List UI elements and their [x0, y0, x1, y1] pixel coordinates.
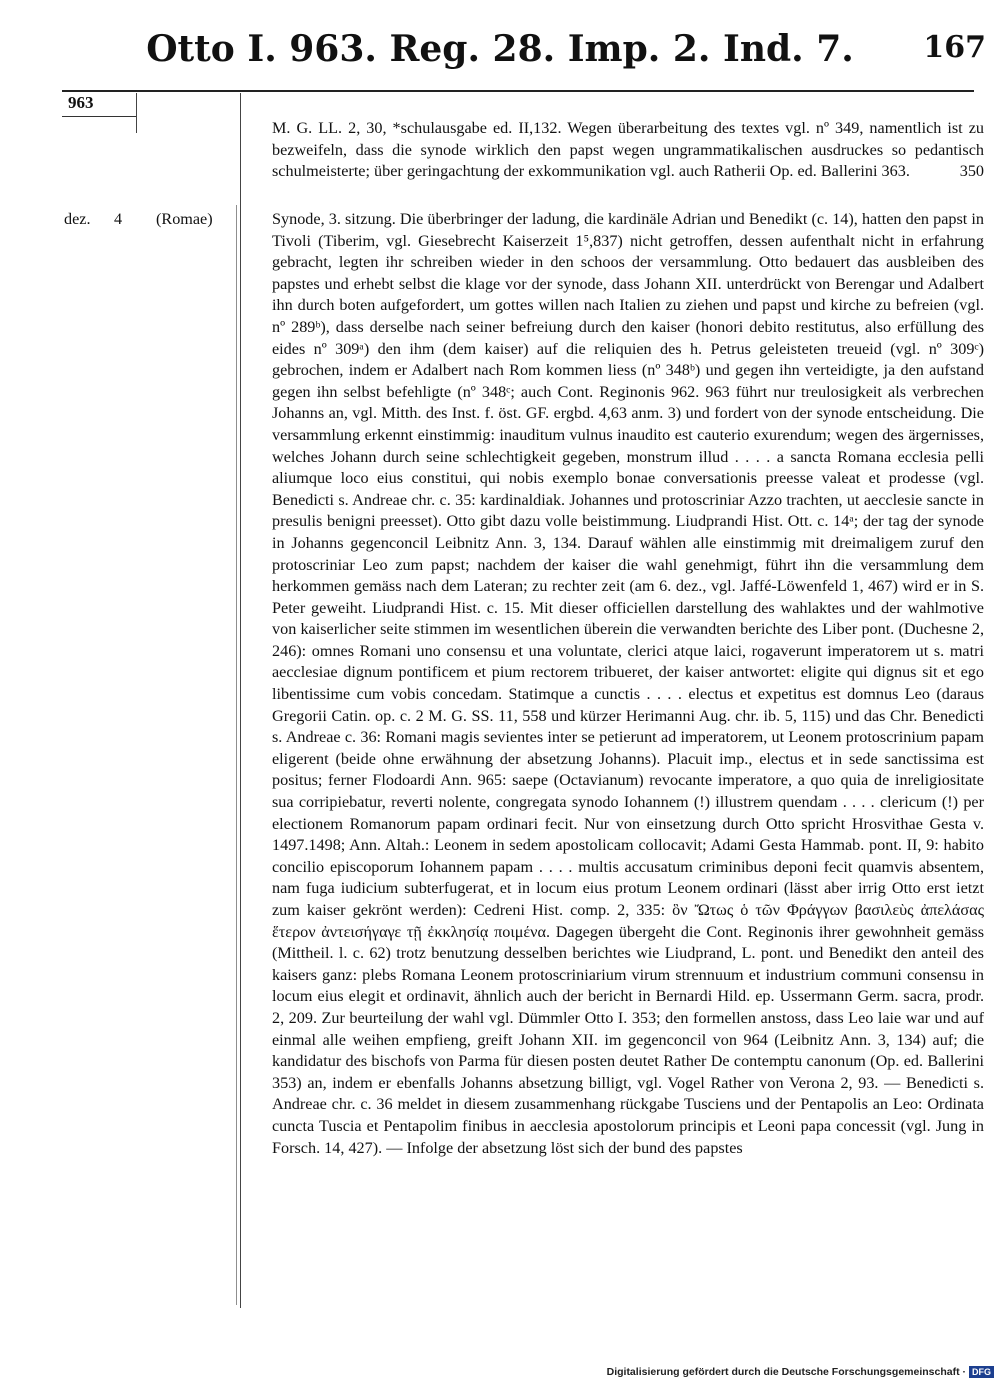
- footer-credit: [607, 1366, 994, 1378]
- regest-entry-continuation: [272, 118, 984, 183]
- entry-body-text: M. G. LL. 2, 30, *schulausgabe ed. II,132. Wegen überarbeitung des textes vgl. nº 349, namentlich ist zu bezweifeln, dass die synode wirklich den papst wegen ungrammatikalischen ausdruckes so pedantisch schulmeisterte; über geringachtung der exkommunikation vgl. auch Ratherii Op. ed. Ballerini 363.: [272, 119, 984, 181]
- date-month: dez.: [64, 210, 91, 228]
- dfg-logo: DFG: [969, 1366, 994, 1378]
- entry-body-text: Synode, 3. sitzung. Die überbringer der ladung, die kardinäle Adrian und Benedikt (c. 14), hatten den papst in Tivoli (Tiberim, vgl. Giesebrecht Kaiserzeit 1⁵,837) nicht getroffen, dessen aufenthalt nicht in erfahrung gebracht, legten ihr schreiben wieder in den schoos der versammlung. Otto bedauert das ausbleiben des papstes und erhebt selbst die klage vor der synode, dass Johann XII. unterdrückt von Berengar und Adalbert ihn durch boten aufgefordert, um gottes willen nach Italien zu ziehen und papst und kirche zu befreien (vgl. nº 289ᵇ), dass derselbe nach seiner befreiung durch den kaiser (honori debito restitutus, also erfüllung des eides nº 309ᵃ) den ihm (dem kaiser) auf die reliquien des h. Petrus geleisteten treueid (vgl. nº 309ᶜ) gebrochen, indem er Adalbert nach Rom kommen liess (nº 348ᵇ) und gegen ihn verteidigte, ja den aufstand gegen ihn selbst befehligte (nº 348ᶜ; auch Cont. Reginonis 962. 963 führt nur treulosigkeit als verbrechen Johanns an, vgl. Mitth. des Inst. f. öst. GF. ergbd. 4,63 anm. 3) und fordert von der synode entscheidung. Die versammlung erkennt einstimmig: inauditum vulnus inaudito est cauterio exurendum; wegen des ärgernisses, welches Johann durch seine schlechtigkeit gegeben, monstrum illud . . . . a sancta Romana ecclesia pelli aliumque loco eius constitui, qui nobis exemplo bonae conversationis preesse valeat et prodesse (vgl. Benedicti s. Andreae chr. c. 35: kardinaldiak. Johannes und protoscriniar Azzo trachten, ut aecclesie sancte in presulis benigni preesset). Otto gibt dazu volle beistimmung. Liudprandi Hist. Ott. c. 14ᵃ; der tag der synode in Johanns gegenconcil Leibnitz Ann. 3, 134. Darauf wählen alle einstimmig mit dreimaligem zuruf den protoscriniar Leo zum papst; nachdem der kaiser die wahl genehmigt, führt ihn die versammlung dem herkommen gemäss nach dem Lateran; zu rechter zeit (am 6. dez., vgl. Jaffé-Löwenfeld 1, 467) wird er in S. Peter geweiht. Liudprandi Hist. c. 15. Mit dieser officiellen darstellung des wahlaktes und der wahlmotive von kaiserlicher seite stimmen im wesentlichen überein die verwandten berichte des Liber pont. (Duchesne 2, 246): omnes Romani uno consensu et una voluntate, clerici atque laici, rogaverunt imperatorem ut s. matri aecclesiae dignum pontificem et pium rectorem tribueret, der kaiser antwortet: eligite qui dignus sit et ego libentissime cum vobis concedam. Statimque a cunctis . . . . electus et expetitus est domnus Leo (daraus Gregorii Catin. op. c. 2 M. G. SS. 11, 558 und kürzer Herimanni Aug. chr. ib. 5, 115) und das Chr. Benedicti s. Andreae c. 36: Romani magis sevientes inter se petierunt ad imperatorem, ut Leonem protoscrinium papam eligerent (beide ohne erwähnung der absetzung Johanns). Placuit imp., electus et in sede sanctissima est positus; ferner Flodoardi Ann. 965: saepe (Octavianum) revocante imperatore, a quo quia de inreligiositate sua corripiebatur, reverti nolente, congregata synodo Iohannem (!) illustrem quendam . . . . clericum (!) per electionem Romanorum papam ordinari fecit. Nur von einsetzung durch Otto spricht Hrosvithae Gesta v. 1497.1498; Ann. Altah.: Leonem in sedem apostolicam collocavit; Adami Gesta Hammab. pont. II, 9: habito concilio episcoporum Iohannem papam . . . . multis accusatum criminibus deponi fecit quamvis absentem, nam fuga iudicium subterfugerat, et in locum eius protum Leonem ordinari (lässt aber irrig Otto erst ietzt zum kaiser gekrönt werden): Cedreni Hist. comp. 2, 335: ὃν Ὤτως ὁ τῶν Φράγγων βασιλεὺς ἀπελάσας ἕτερον ἀντεισήγαγε τῇ ἐκκλησίᾳ ποιμένα. Dagegen übergeht die Cont. Reginonis ihrer gewohnheit gemäss (Mittheil. l. c. 62) trotz benutzung desselben berichtes wie Liudprand, L. pont. und Benedikt den anteil des kaisers ganz: plebs Romana Leonem protoscriniarium virum strennuum et industrium communi consensu in locum eius elegit et ordinavit, ähnlich auch der bericht in Bernardi Hild. ep. Ussermann Germ. sacra, prodr. 2, 209. Zur beurteilung der wahl vgl. Dümmler Otto I. 353; den formellen anstoss, dass Leo laie war und auf einmal alle weihen empfieng, greift Johann XII. im gegenconcil von 964 (Leibnitz Ann. 3, 134) auf; die kandidatur des bischofs von Parma für diesen posten deutet Rather De contemptu canonum (Op. ed. Ballerini 353) an, indem er ebenfalls Johanns absetzung billigt, vgl. Vogel Rather von Verona 2, 93. — Benedicti s. Andreae chr. c. 36 meldet in diesem zusammenhang rückgabe Tusciens und der Pentapolis an Leo: Ordinata cuncta Tuscia et Pentapolim finibus in aecclesia apostolorum principis et Leoni papa concessit (vgl. Jung in Forsch. 14, 427). — Infolge der absetzung löst sich der bund des papstes: [272, 210, 984, 1157]
- regest-number: 350: [959, 162, 984, 181]
- running-header-title: Otto I. 963. Reg. 28. Imp. 2. Ind. 7.: [146, 28, 854, 70]
- footer-credit-text: Digitalisierung gefördert durch die Deutsche Forschungsgemeinschaft ·: [606, 1366, 966, 1378]
- entry-paragraph: [272, 118, 984, 183]
- header-rule: [62, 90, 974, 92]
- column-divider-main: [240, 93, 241, 1308]
- date-day: 4: [114, 210, 123, 228]
- date-place: (Romae): [156, 210, 213, 228]
- column-divider-inner: [236, 205, 237, 1305]
- year-underline: [62, 116, 136, 117]
- column-divider-left: [136, 93, 137, 133]
- page-number: 167: [923, 30, 986, 65]
- year-label: 963: [68, 93, 94, 112]
- regest-entry-synode: [272, 209, 984, 1159]
